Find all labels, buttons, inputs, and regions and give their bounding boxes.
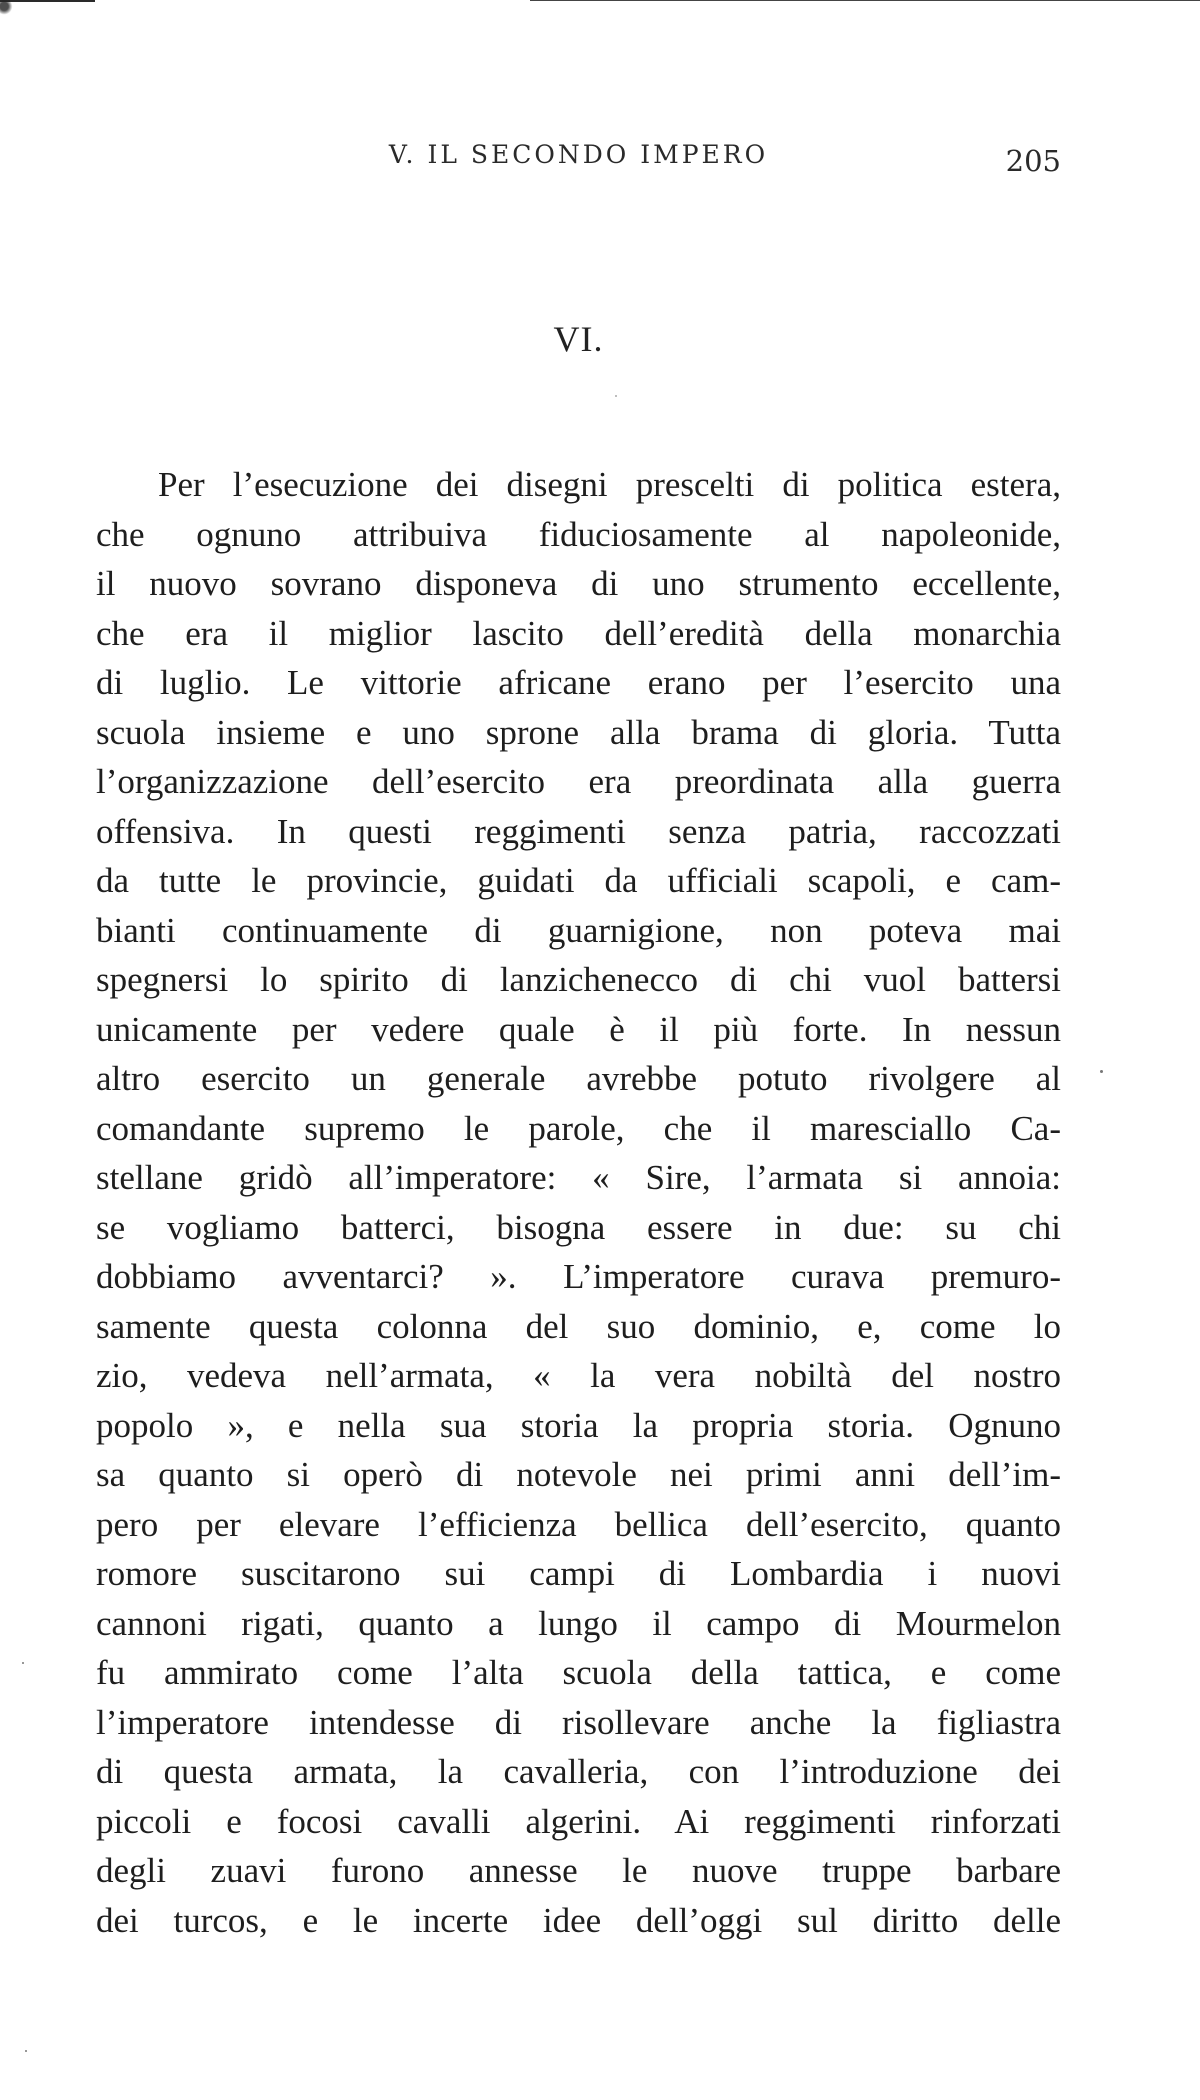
text-line: dei turcos, e le incerte idee dell’oggi sul diritto delle <box>96 1900 1061 1940</box>
text-line: l’imperatore intendesse di risollevare anche la figliastra <box>96 1702 1061 1742</box>
scan-edge-mark <box>0 0 95 2</box>
scan-corner-smudge <box>0 0 14 16</box>
text-line: sa quanto si operò di notevole nei primi anni dell’im- <box>96 1455 1061 1494</box>
running-head <box>96 140 1061 180</box>
page-number: 205 <box>1005 144 1061 178</box>
text-line: se vogliamo batterci, bisogna essere in due: su chi <box>96 1207 1061 1247</box>
paper-speck <box>1100 1070 1103 1073</box>
text-line: unicamente per vedere quale è il più forte. In nessun <box>96 1009 1061 1049</box>
text-line: che era il miglior lascito dell’eredità della monarchia <box>96 613 1061 653</box>
text-line: popolo », e nella sua storia la propria storia. Ognuno <box>96 1405 1061 1445</box>
text-line: da tutte le provincie, guidati da ufficiali scapoli, e cam- <box>96 861 1061 900</box>
paper-speck <box>22 1662 24 1664</box>
text-line: piccoli e focosi cavalli algerini. Ai reggimenti rinforzati <box>96 1801 1061 1841</box>
running-title: V. IL SECONDO IMPERO <box>388 140 769 169</box>
paper-speck <box>25 2050 27 2052</box>
text-line: cannoni rigati, quanto a lungo il campo di Mourmelon <box>96 1603 1061 1643</box>
text-line: il nuovo sovrano disponeva di uno strumento eccellente, <box>96 564 1061 603</box>
scan-edge-line <box>530 0 1200 1</box>
text-line: bianti continuamente di guarnigione, non poteva mai <box>96 910 1061 950</box>
text-line: di questa armata, la cavalleria, con l’introduzione dei <box>96 1752 1061 1791</box>
section-number: VI. <box>553 319 604 359</box>
paper-speck <box>615 395 617 397</box>
body-paragraph <box>96 460 1061 1945</box>
text-line: pero per elevare l’efficienza bellica dell’esercito, quanto <box>96 1504 1061 1544</box>
text-line: l’organizzazione dell’esercito era preordinata alla guerra <box>96 762 1061 801</box>
text-line: zio, vedeva nell’armata, « la vera nobiltà del nostro <box>96 1356 1061 1395</box>
text-line: stellane gridò all’imperatore: « Sire, l’armata si annoia: <box>96 1158 1061 1197</box>
text-line: altro esercito un generale avrebbe potuto rivolgere al <box>96 1059 1061 1098</box>
text-line: scuola insieme e uno sprone alla brama di gloria. Tutta <box>96 712 1061 752</box>
text-line: samente questa colonna del suo dominio, e, come lo <box>96 1306 1061 1346</box>
text-line: Per l’esecuzione dei disegni prescelti di politica estera, <box>158 465 1061 504</box>
text-line: di luglio. Le vittorie africane erano per l’esercito una <box>96 663 1061 702</box>
text-line: offensiva. In questi reggimenti senza patria, raccozzati <box>96 811 1061 851</box>
text-line: spegnersi lo spirito di lanzichenecco di chi vuol battersi <box>96 960 1061 999</box>
text-line: comandante supremo le parole, che il maresciallo Ca- <box>96 1108 1061 1148</box>
text-line: degli zuavi furono annesse le nuove truppe barbare <box>96 1851 1061 1890</box>
text-line: che ognuno attribuiva fiduciosamente al napoleonide, <box>96 514 1061 554</box>
text-line: fu ammirato come l’alta scuola della tattica, e come <box>96 1653 1061 1692</box>
text-line: romore suscitarono sui campi di Lombardia i nuovi <box>96 1554 1061 1593</box>
text-line: dobbiamo avventarci? ». L’imperatore curava premuro- <box>96 1257 1061 1296</box>
